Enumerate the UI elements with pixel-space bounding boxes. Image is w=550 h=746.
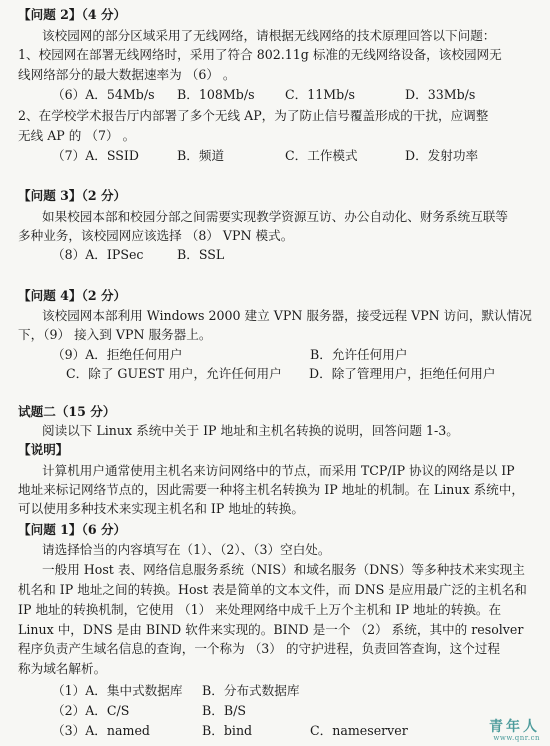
- q2-options-7: [52, 147, 536, 165]
- option: （6）A．54Mb/s: [52, 87, 155, 102]
- option: B．B/S: [202, 703, 246, 718]
- q4-heading: 【问题 4】（2 分）: [18, 288, 127, 303]
- q2-s1-line2: 线网络部分的最大数据速率为 （6） 。: [18, 67, 236, 82]
- option: （8）A．IPSec: [52, 247, 144, 262]
- t2q1-para-line1: 一般用 Host 表、网络信息服务系统（NIS）和域名服务（DNS）等多种技术来实现主: [42, 562, 525, 577]
- option: （2）A．C/S: [52, 703, 130, 718]
- option: C．除了 GUEST 用户，允许任何用户: [66, 366, 282, 381]
- q4-line1: 该校园网本部利用 Windows 2000 建立 VPN 服务器，接受远程 VPN 访问，默认情况: [42, 308, 532, 323]
- t2q1-options-3: [52, 722, 470, 740]
- option: D．发射功率: [405, 148, 479, 163]
- watermark-logo: [489, 720, 540, 742]
- q2-intro: 该校园网的部分区域采用了无线网络，请根据无线网络的技术原理回答以下问题：: [42, 28, 496, 43]
- t2q1-para-line2: 机名和 IP 地址之间的转换。Host 表是简单的文本文件，而 DNS 是应用最广泛的主机名和: [18, 582, 527, 597]
- q2-s1-line1: 1、校园网在部署无线网络时，采用了符合 802.11g 标准的无线网络设备，该校园网无: [18, 47, 502, 62]
- t2-intro: 阅读以下 Linux 系统中关于 IP 地址和主机名转换的说明，回答问题 1-3。: [42, 423, 459, 438]
- q4-options-row1: [52, 346, 536, 364]
- t2q1-para-line3: IP 地址的转换机制，它使用 （1） 来处理网络中成千上万个主机和 IP 地址的转换。在: [18, 602, 502, 617]
- q3-line2: 多种业务，该校园网应该选择 （8） VPN 模式。: [18, 228, 294, 243]
- option: B．频道: [177, 148, 225, 163]
- t2q1-instruction: 请选择恰当的内容填写在（1）、（2）、（3）空白处。: [42, 542, 331, 557]
- option: B．108Mb/s: [177, 87, 255, 102]
- option: （9）A．拒绝任何用户: [52, 347, 183, 362]
- q2-heading: 【问题 2】（4 分）: [18, 7, 127, 22]
- t2q1-options-2: [52, 702, 536, 720]
- q4-line2: 下，（9） 接入到 VPN 服务器上。: [18, 327, 212, 342]
- option: D．除了管理用户，拒绝任何用户: [309, 366, 496, 381]
- option: （3）A．named: [52, 723, 150, 738]
- option: B．分布式数据库: [202, 683, 300, 698]
- q2-options-6: [52, 86, 536, 104]
- q4-options-row2: [66, 365, 536, 383]
- t2q1-para-line6: 称为域名解析。: [18, 661, 107, 676]
- t2-desc-heading: 【说明】: [18, 442, 69, 457]
- option: B．SSL: [177, 247, 225, 262]
- t2q1-para-line4: Linux 中，DNS 是由 BIND 软件来实现的。BIND 是一个 （2） 系统，其中的 resolver: [18, 622, 524, 637]
- t2q1-options-1: [52, 682, 536, 700]
- option: B．允许任何用户: [310, 347, 408, 362]
- t2q1-heading: 【问题 1】（6 分）: [18, 522, 127, 537]
- q2-s2-line1: 2、在学校学术报告厅内部署了多个无线 AP，为了防止信号覆盖形成的干扰，应调整: [18, 108, 489, 123]
- q3-options-8: [52, 246, 536, 264]
- t2-desc-line3: 可以使用多种技术来实现主机名和 IP 地址的转换。: [18, 501, 304, 516]
- option: D．33Mb/s: [405, 87, 476, 102]
- option: C．nameserver: [310, 723, 408, 738]
- watermark-text: 青年人: [489, 719, 540, 735]
- t2-heading: 试题二（15 分）: [18, 404, 116, 419]
- q3-line1: 如果校园本部和校园分部之间需要实现教学资源互访、办公自动化、财务系统互联等: [42, 209, 508, 224]
- q3-heading: 【问题 3】（2 分）: [18, 188, 127, 203]
- q2-s2-line2: 无线 AP 的 （7） 。: [18, 128, 136, 143]
- watermark-url: www.qnr.cn: [493, 734, 540, 742]
- t2-desc-line2: 地址来标记网络节点的，因此需要一种将主机名转换为 IP 地址的机制。在 Linux 系统中，: [18, 482, 524, 497]
- option: C．11Mb/s: [285, 87, 355, 102]
- option: （1）A．集中式数据库: [52, 683, 183, 698]
- option: C．工作模式: [285, 148, 358, 163]
- option: B．bind: [202, 723, 253, 738]
- t2-desc-line1: 计算机用户通常使用主机名来访问网络中的节点，而采用 TCP/IP 协议的网络是以 IP: [42, 463, 515, 478]
- t2q1-para-line5: 程序负责产生域名信息的查询，一个称为 （3） 的守护进程，负责回答查询，这个过程: [18, 641, 500, 656]
- option: （7）A．SSID: [52, 148, 139, 163]
